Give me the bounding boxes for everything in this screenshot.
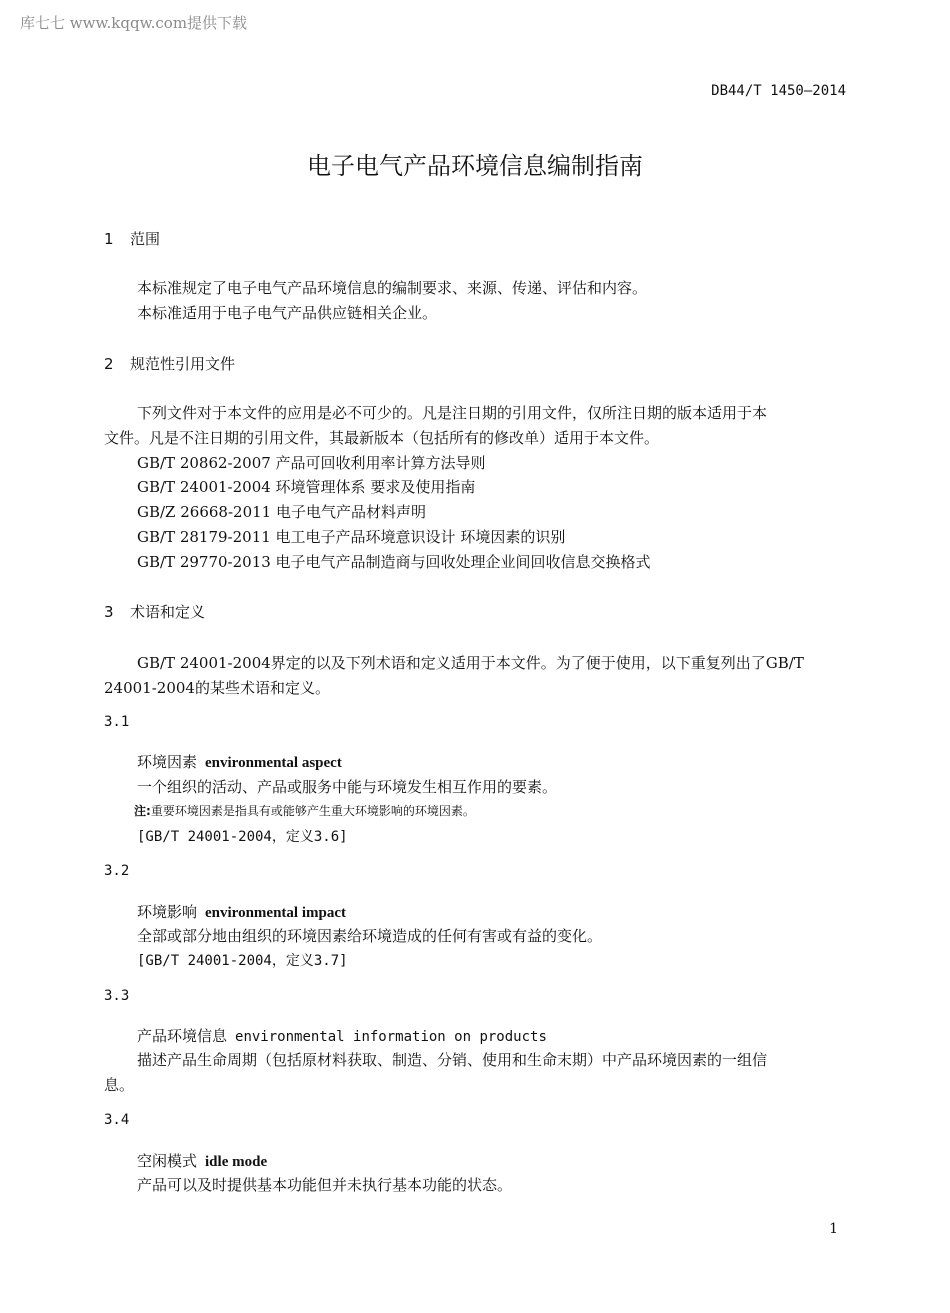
note-text: 重要环境因素是指具有或能够产生重大环境影响的环境因素。 (150, 804, 475, 818)
paragraph-line: 24001-2004的某些术语和定义。 (104, 679, 330, 697)
term-en: idle mode (205, 1154, 268, 1170)
paragraph-line: 下列文件对于本文件的应用是必不可少的。凡是注日期的引用文件，仅所注日期的版本适用于本 (137, 404, 768, 422)
term-zh: 环境因素 (137, 753, 198, 771)
standard-code: DB44/T 1450—2014 (711, 83, 846, 99)
term-en: environmental information on products (235, 1029, 547, 1045)
section-title: 规范性引用文件 (130, 355, 236, 373)
term-zh: 产品环境信息 (137, 1027, 228, 1045)
term-heading (137, 901, 346, 922)
section-title: 范围 (130, 230, 161, 248)
section-3-heading (104, 601, 205, 622)
term-number: 3.3 (104, 988, 130, 1004)
term-heading (137, 1025, 547, 1046)
section-1-heading (104, 228, 160, 249)
term-reference: [GB/T 24001-2004，定义3.6] (137, 829, 348, 845)
term-definition: 息。 (104, 1076, 135, 1094)
reference-item: GB/T 20862-2007 产品可回收利用率计算方法导则 (137, 454, 486, 472)
term-number: 3.4 (104, 1112, 130, 1128)
term-heading (137, 751, 342, 772)
term-number: 3.1 (104, 714, 130, 730)
section-title: 术语和定义 (130, 603, 206, 621)
term-definition: 产品可以及时提供基本功能但并未执行基本功能的状态。 (137, 1176, 513, 1194)
section-number: 1 (104, 230, 114, 248)
term-en: environmental impact (205, 905, 346, 921)
note-label: 注: (134, 804, 151, 818)
watermark: 库七七 www.kqqw.com提供下载 (20, 14, 248, 32)
paragraph-line: 本标准规定了电子电气产品环境信息的编制要求、来源、传递、评估和内容。 (137, 279, 648, 297)
reference-item: GB/T 28179-2011 电工电子产品环境意识设计 环境因素的识别 (137, 528, 566, 546)
term-definition: 全部或部分地由组织的环境因素给环境造成的任何有害或有益的变化。 (137, 927, 603, 945)
paragraph-line: 文件。凡是不注日期的引用文件，其最新版本（包括所有的修改单）适用于本文件。 (104, 429, 660, 447)
section-number: 3 (104, 603, 114, 621)
section-number: 2 (104, 355, 114, 373)
term-zh: 环境影响 (137, 903, 198, 921)
paragraph-line: 本标准适用于电子电气产品供应链相关企业。 (137, 304, 438, 322)
term-zh: 空闲模式 (137, 1152, 198, 1170)
term-definition: 描述产品生命周期（包括原材料获取、制造、分销、使用和生命末期）中产品环境因素的一组信 (137, 1051, 768, 1069)
term-definition: 一个组织的活动、产品或服务中能与环境发生相互作用的要素。 (137, 778, 558, 796)
term-heading (137, 1150, 267, 1171)
reference-item: GB/T 24001-2004 环境管理体系 要求及使用指南 (137, 478, 476, 496)
term-note (134, 802, 475, 819)
paragraph-line: GB/T 24001-2004界定的以及下列术语和定义适用于本文件。为了便于使用，以下重复列出了GB/T (137, 654, 804, 672)
page-number: 1 (829, 1221, 838, 1237)
term-reference: [GB/T 24001-2004，定义3.7] (137, 953, 348, 969)
section-2-heading (104, 353, 235, 374)
page-title: 电子电气产品环境信息编制指南 (307, 152, 643, 180)
term-number: 3.2 (104, 863, 130, 879)
reference-item: GB/T 29770-2013 电子电气产品制造商与回收处理企业间回收信息交换格式 (137, 553, 651, 571)
reference-item: GB/Z 26668-2011 电子电气产品材料声明 (137, 503, 426, 521)
term-en: environmental aspect (205, 755, 342, 771)
